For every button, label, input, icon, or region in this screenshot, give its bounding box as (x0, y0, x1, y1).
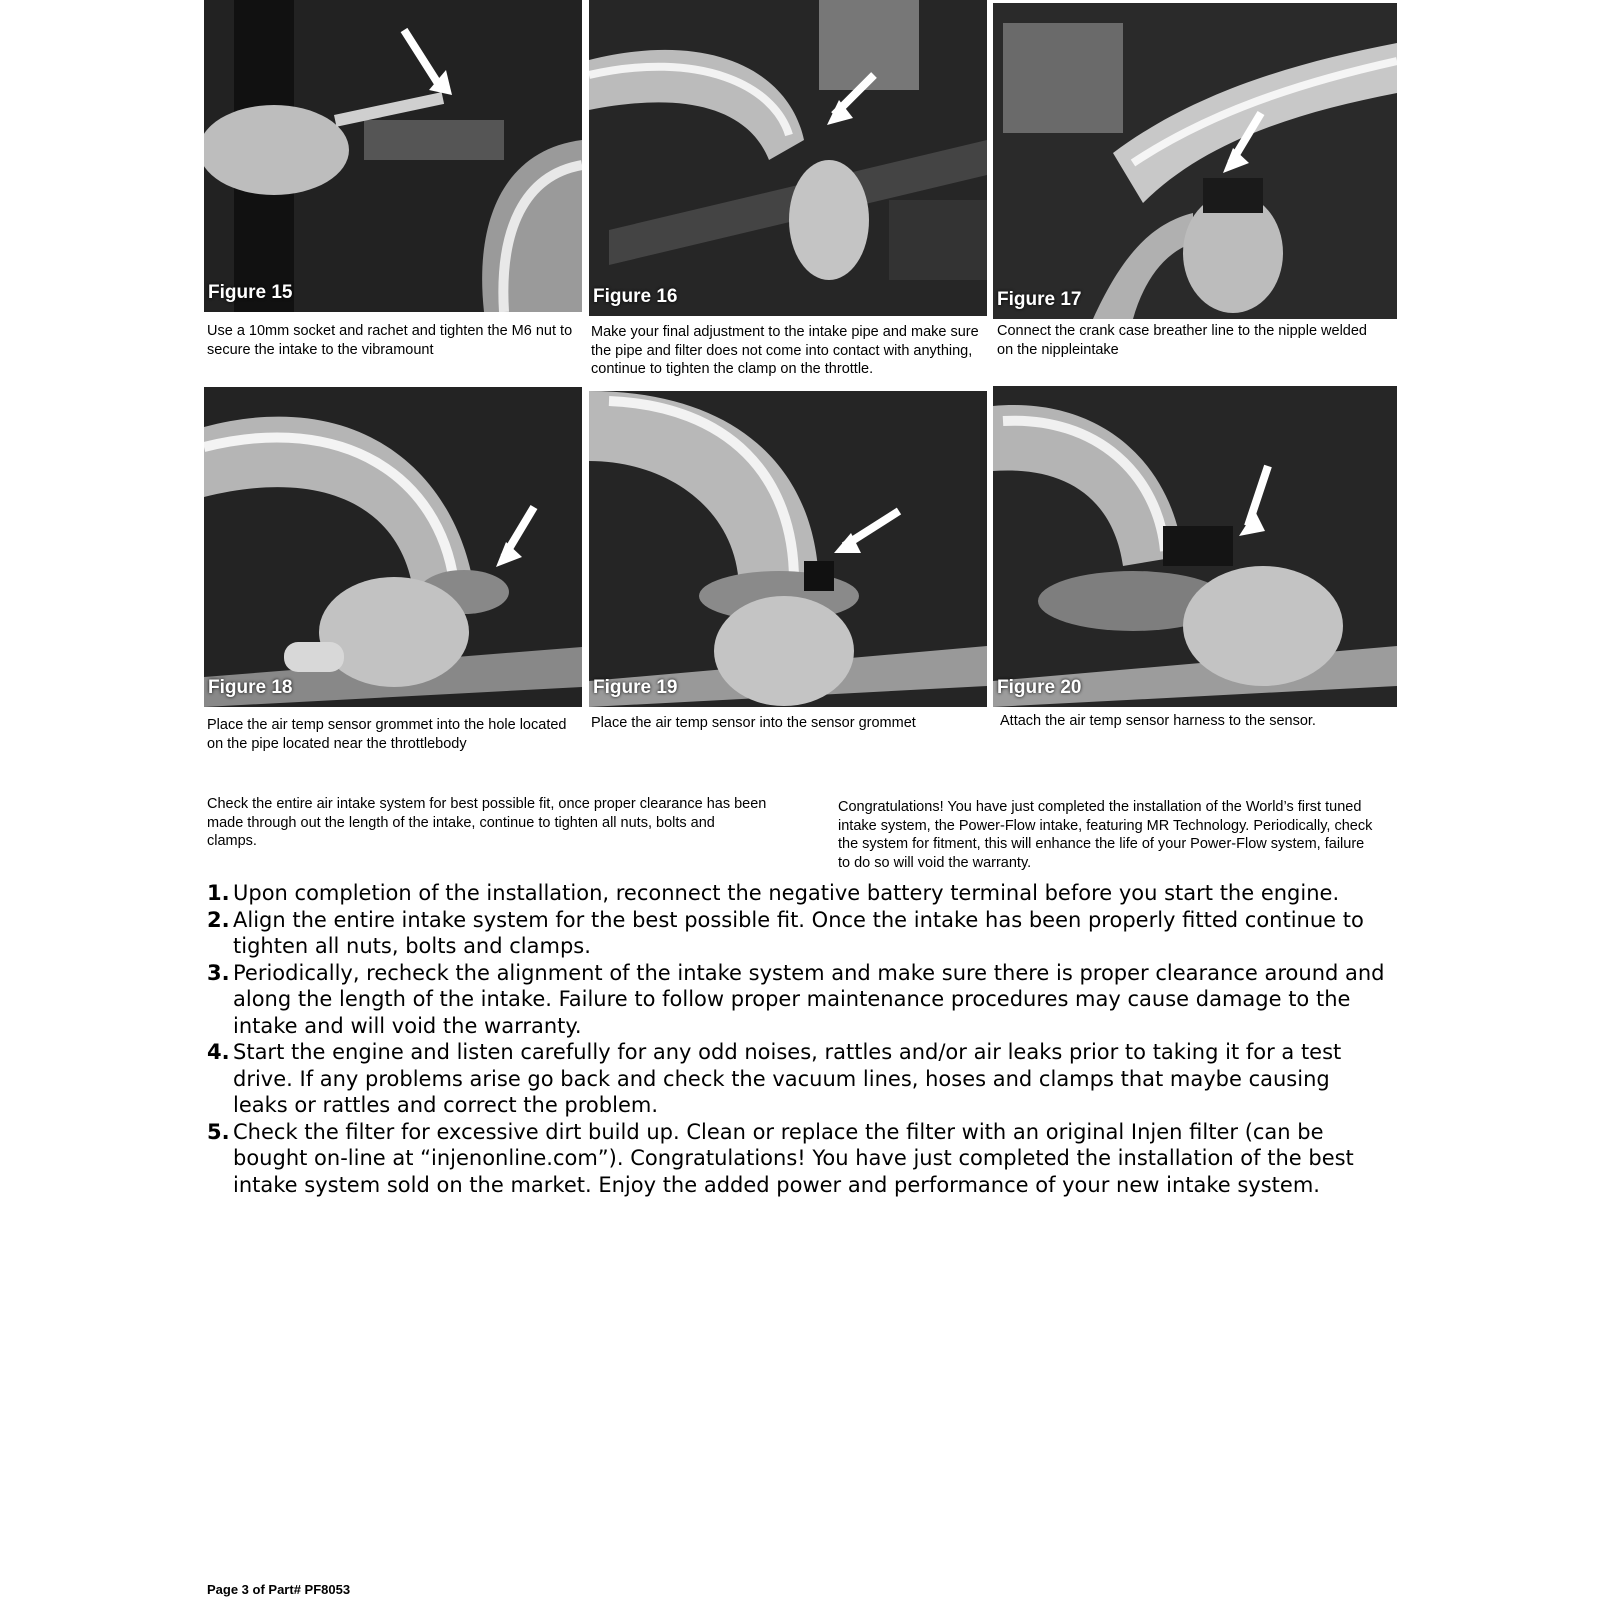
step-3 (207, 960, 1387, 1040)
step-text: Align the entire intake system for the best possible fit. Once the intake has been properly fitted continue to tighten all nuts, bolts and clamps. (233, 907, 1364, 958)
step-number: 1. (207, 881, 230, 905)
figure-19-photo (589, 391, 987, 707)
figure-20-label: Figure 20 (997, 677, 1082, 698)
step-text: Periodically, recheck the alignment of the intake system and make sure there is proper clearance around and along the length of the intake. Failure to follow proper maintenance procedures may cause damage to the intake and will void the warranty. (233, 960, 1385, 1038)
figure-17-label: Figure 17 (997, 289, 1082, 310)
step-4 (207, 1039, 1387, 1119)
figure-19-caption: Place the air temp sensor into the sensor grommet (591, 715, 916, 731)
step-number: 2. (207, 907, 230, 932)
figure-18-photo (204, 387, 582, 707)
figure-15-label: Figure 15 (208, 282, 293, 303)
figure-17-caption: Connect the crank case breather line to the nipple welded on the nippleintake (997, 323, 1367, 358)
page-footer: Page 3 of Part# PF8053 (207, 1582, 351, 1597)
figure-16-label: Figure 16 (593, 286, 678, 307)
figure-16-photo (589, 0, 987, 316)
figure-16-caption: Make your final adjustment to the intake pipe and make sure the pipe and filter does not come into contact with anything, continue to tighten the clamp on the throttle. (591, 324, 979, 377)
figure-20-caption: Attach the air temp sensor harness to the sensor. (1000, 713, 1316, 729)
installation-steps (207, 880, 1387, 1198)
fit-check-note: Check the entire air intake system for best possible fit, once proper clearance has been made through out the length of the intake, continue to tighten all nuts, bolts and clamps. (207, 796, 767, 849)
figure-20-photo (993, 386, 1397, 707)
step-5 (207, 1119, 1387, 1199)
step-number: 4. (207, 1040, 230, 1064)
figure-19-label: Figure 19 (593, 677, 678, 698)
step-number: 5. (207, 1119, 230, 1144)
step-text: Upon completion of the installation, reconnect the negative battery terminal before you start the engine. (233, 881, 1340, 905)
figure-17-photo (993, 3, 1397, 319)
figure-18-label: Figure 18 (208, 677, 293, 698)
congratulations-note: Congratulations! You have just completed the installation of the World’s first tuned intake system, the Power-Flow intake, featuring MR Technology. Periodically, check the system for fitment, this will enhance the life of your Power-Flow system, failure to do so will void the warranty. (838, 799, 1373, 871)
step-text: Check the filter for excessive dirt build up. Clean or replace the filter with an original Injen filter (can be bought on-line at “injenonline.com”). Congratulations! You have just completed the installation of the best intake system sold on the market. Enjoy the added power and performance of your new intake system. (233, 1119, 1354, 1197)
step-1 (207, 880, 1387, 907)
step-2 (207, 907, 1387, 960)
figure-15-caption: Use a 10mm socket and rachet and tighten the M6 nut to secure the intake to the vibramount (207, 323, 573, 358)
step-number: 3. (207, 960, 230, 985)
figure-18-caption: Place the air temp sensor grommet into the hole located on the pipe located near the throttlebody (207, 717, 567, 752)
step-text: Start the engine and listen carefully for any odd noises, rattles and/or air leaks prior to taking it for a test drive. If any problems arise go back and check the vacuum lines, hoses and clamps that maybe causing leaks or rattles and correct the problem. (233, 1040, 1342, 1117)
figure-15-photo (204, 0, 582, 312)
